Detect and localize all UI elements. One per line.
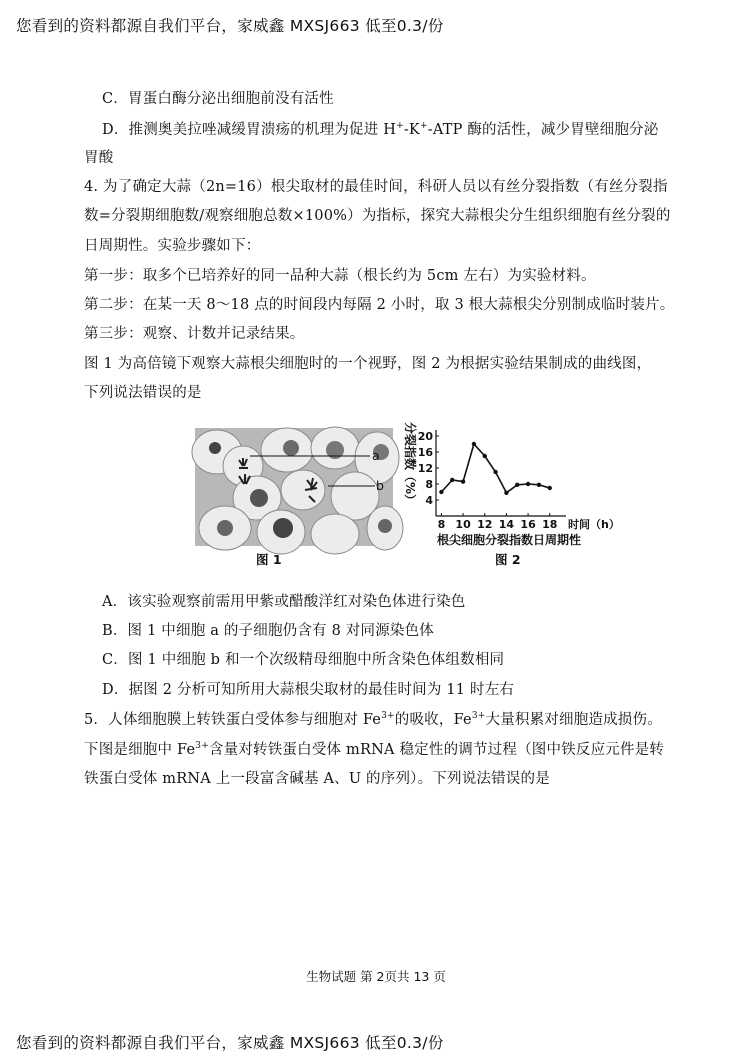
- figure-1-caption: 图 1: [256, 552, 282, 567]
- chart-data-point: [450, 478, 454, 482]
- q4-stem-line-1: 4. 为了确定大蒜（2n=16）根尖取材的最佳时间，科研人员以有丝分裂指数（有丝分裂指: [84, 179, 668, 195]
- q3-option-d-sup-1: +: [396, 121, 404, 132]
- q5-line-2-text-2: 含量对转铁蛋白受体 mRNA 稳定性的调节过程（图中铁反应元件是转: [208, 742, 665, 758]
- chart-x-tick-label: 8: [437, 518, 446, 531]
- q3-option-d: [102, 120, 658, 140]
- chart-series-line: [441, 444, 549, 493]
- chart-x-tick-label: 14: [498, 518, 515, 531]
- chart-x-tick-label: 16: [520, 518, 536, 531]
- q4-stem-line-6: 第三步：观察、计数并记录结果。: [84, 326, 305, 342]
- q3-option-d-continued: 胃酸: [84, 150, 114, 166]
- chart-caption: 根尖细胞分裂指数日周期性: [436, 533, 582, 547]
- chart-data-point: [504, 491, 508, 495]
- q5-line-1-sup-2: 3+: [471, 711, 486, 722]
- q4-stem-line-4: 第一步：取多个已培养好的同一品种大蒜（根长约为 5cm 左右）为实验材料。: [84, 268, 596, 284]
- q5-line-1-sup-1: 3+: [381, 711, 395, 722]
- page-footer: 生物试题 第 2页共 13 页: [306, 969, 446, 984]
- q4-stem-line-2: 数=分裂期细胞数/观察细胞总数×100%）为指标，探究大蒜根尖分生组织细胞有丝分裂的: [84, 208, 671, 224]
- chart-y-tick-label: 12: [417, 462, 433, 475]
- q5-line-1-text-3: 大量积累对细胞造成损伤。: [485, 712, 662, 728]
- chart-data-point: [483, 454, 487, 458]
- q5-line-3: 铁蛋白受体 mRNA 上一段富含碱基 A、U 的序列）。下列说法错误的是: [84, 771, 550, 787]
- q5-line-1-text-1: 5．人体细胞膜上转铁蛋白受体参与细胞对 Fe: [84, 712, 382, 728]
- bottom-watermark-banner: 您看到的资料都源自我们平台，家威鑫 MXSJ663 低至0.3/份: [16, 1034, 444, 1052]
- chart-y-tick-label: 4: [425, 494, 433, 507]
- chart-data-point: [472, 442, 476, 446]
- chart-data-point: [493, 470, 497, 474]
- q4-stem-line-8: 下列说法错误的是: [84, 385, 202, 401]
- chart-y-tick-label: 8: [425, 478, 433, 491]
- q4-option-a: A．该实验观察前需用甲紫或醋酸洋红对染色体进行染色: [102, 594, 466, 610]
- figure-2-chart: [396, 421, 620, 556]
- chart-y-axis-label: 分裂指数（%）: [403, 421, 417, 507]
- chart-data-point: [526, 482, 530, 486]
- figure-1-label-b: b: [376, 478, 384, 493]
- q3-option-d-sup-2: +: [419, 121, 428, 132]
- chart-data-point: [548, 486, 552, 490]
- q4-option-c: C．图 1 中细胞 b 和一个次级精母细胞中所含染色体组数相同: [102, 652, 505, 668]
- figure-2-caption: 图 2: [495, 552, 521, 567]
- chart-data-point: [439, 490, 443, 494]
- q5-line-2-text-1: 下图是细胞中 Fe: [84, 742, 196, 758]
- chart-plot-group: [403, 422, 620, 547]
- q3-option-d-text-3: -ATP 酶的活性，减少胃壁细胞分泌: [427, 122, 659, 138]
- q5-line-2-sup: 3+: [195, 741, 209, 752]
- figure-1-label-a: a: [372, 448, 380, 463]
- q4-stem-line-5: 第二步：在某一天 8～18 点的时间段内每隔 2 小时，取 3 根大蒜根尖分别制成临时装片。: [84, 297, 675, 313]
- chart-x-axis-label: 时间（h）: [568, 518, 620, 531]
- chart-data-point: [461, 479, 465, 483]
- figure-1-pointer-lines: [250, 448, 385, 498]
- q5-line-1: [84, 710, 662, 730]
- q4-stem-line-3: 日周期性。实验步骤如下：: [84, 238, 261, 254]
- chart-data-point: [537, 483, 541, 487]
- chart-x-tick-label: 10: [455, 518, 471, 531]
- chart-y-tick-label: 16: [417, 446, 433, 459]
- q3-option-c: C．胃蛋白酶分泌出细胞前没有活性: [102, 91, 334, 107]
- chart-y-tick-label: 20: [417, 430, 433, 443]
- chart-x-tick-label: 12: [477, 518, 493, 531]
- q4-option-d: D．据图 2 分析可知所用大蒜根尖取材的最佳时间为 11 时左右: [102, 682, 515, 698]
- q3-option-d-text-1: D．推测奥美拉唑减缓胃溃疡的机理为促进 H: [102, 122, 397, 138]
- chart-data-point: [515, 483, 519, 487]
- q3-option-d-text-2: -K: [403, 122, 420, 138]
- q5-line-1-text-2: 的吸收，Fe: [394, 712, 472, 728]
- chart-x-tick-label: 18: [542, 518, 558, 531]
- top-watermark-banner: 您看到的资料都源自我们平台，家威鑫 MXSJ663 低至0.3/份: [16, 17, 444, 35]
- q4-stem-line-7: 图 1 为高倍镜下观察大蒜根尖细胞时的一个视野，图 2 为根据实验结果制成的曲线图，: [84, 356, 652, 372]
- q4-option-b: B．图 1 中细胞 a 的子细胞仍含有 8 对同源染色体: [102, 623, 435, 639]
- q5-line-2: [84, 740, 664, 760]
